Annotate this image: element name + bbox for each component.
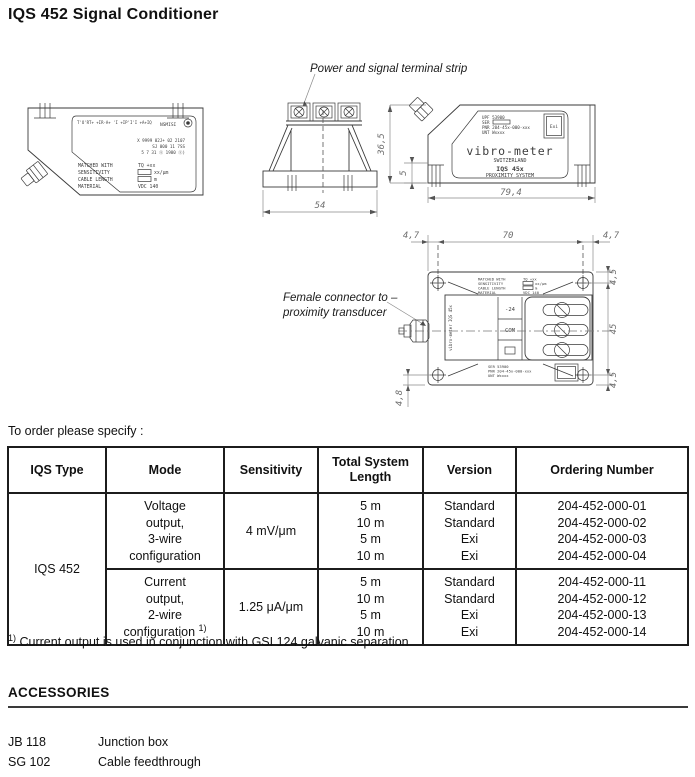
terminal-label-column [498,297,522,360]
dim-plan-bottom-left [395,369,432,407]
ordering-number-cell: 204-452-000-01 204-452-000-02 204-452-000-03 204-452-000-04 [516,493,688,569]
svg-text:36,5: 36,5 [377,133,387,155]
model-text: IQS 45x [496,165,524,173]
plan-spec-block [478,277,547,296]
svg-text:-24: -24 [505,307,515,313]
front-feet-ticks [288,175,352,191]
country-text: SWITZERLAND [493,158,527,164]
svg-text:5: 5 [399,170,409,176]
svg-text:UNT Wxxxx: UNT Wxxxx [488,373,509,378]
svg-text:SER: SER [482,120,490,125]
dim-plan-top [403,231,620,289]
top-view-drawing [20,100,215,205]
svg-text:MATCHED WITH: MATCHED WITH [78,164,113,169]
footnote-marker: 1) [198,622,207,633]
footnote-text: Current output is used in conjunction with GSI 124 galvanic separation [19,635,409,649]
sensitivity-cell: 4 mV/μm [224,493,318,569]
sensitivity-cell: 1.25 μA/μm [224,569,318,645]
connector-icon [408,96,433,121]
accessories-heading: ACCESSORIES [8,685,110,700]
table-header-row [8,447,688,493]
column-header-version: Version [423,447,516,493]
top-view-serial-2: SJ 000 11 7SS [152,144,185,149]
table-footnote [8,632,409,649]
length-cell: 5 m 10 m 5 m 10 m [318,493,423,569]
plan-side-text: vibro-meter IQS 45x [448,305,453,351]
accessories-rule [8,706,688,708]
svg-text:MATERIAL: MATERIAL [478,290,497,295]
top-view-serial-3: 5 7 31 Ⓢ 1980 Ⓢ) [141,150,185,155]
svg-text:4,5: 4,5 [609,268,619,286]
dim-side-flange [399,157,428,189]
mode-cell: Voltage output, 3-wire configuration [106,493,224,569]
svg-text:MATERIAL: MATERIAL [78,185,102,190]
svg-text:Exi: Exi [549,125,559,130]
top-view-spec-block [78,163,169,190]
svg-text:CABLE LENGTH: CABLE LENGTH [478,285,506,291]
accessory-code: SG 102 [8,755,51,769]
system-text: PROXIMITY SYSTEM [485,173,535,179]
svg-text:45: 45 [609,323,619,335]
svg-text:54: 54 [314,201,326,211]
mode-cell: Current output, 2-wire configuration $^{1)}$ [106,569,224,645]
order-instruction: To order please specify : [8,424,144,438]
dim-side-width [428,187,595,203]
svg-text:UNT Wxxxx: UNT Wxxxx [482,130,505,135]
svg-text:4,8: 4,8 [395,389,405,407]
svg-text:VDC 140: VDC 140 [138,185,159,190]
annotation-female-line2: proximity transducer [283,307,387,319]
column-header-total-system-length: Total System Length [318,447,423,493]
mount-ear-left [34,103,56,118]
version-cell: Standard Standard Exi Exi [423,493,516,569]
ordering-number-cell: 204-452-000-11 204-452-000-12 204-452-000-13 204-452-000-14 [516,569,688,645]
svg-text:4,7: 4,7 [402,231,420,241]
svg-text:PNR 204-45x-000-xxx: PNR 204-45x-000-xxx [482,125,530,130]
svg-text:70: 70 [502,231,514,241]
plan-view-drawing [280,225,695,435]
svg-text:MATCHED WITH: MATCHED WITH [478,276,506,282]
svg-text:TQ +xx: TQ +xx [138,164,156,169]
length-cell: 5 m 10 m 5 m 10 m [318,569,423,645]
svg-text:UPF 53900: UPF 53900 [482,115,505,120]
dim-plan-right [586,266,619,391]
column-header-mode: Mode [106,447,224,493]
brand-text: vibro-meter [466,144,554,158]
column-header-ordering-number: Ordering Number [516,447,688,493]
side-view-drawing [360,95,610,225]
svg-text:xx/μm: xx/μm [154,171,169,176]
svg-text:SER 53900: SER 53900 [488,364,509,369]
iqs-type-cell: IQS 452 [8,493,106,645]
table-group-voltage [8,493,688,569]
svg-text:m: m [154,178,157,183]
top-view-serial-1: X 9999 02J+ 02 2107 [137,138,185,143]
side-label-info [482,115,530,135]
svg-text:COM: COM [505,328,515,334]
accessory-name: Junction box [98,735,169,749]
accessory-name: Cable feedthrough [98,755,201,769]
accessory-row-jb118 [8,735,168,749]
cert-box [544,114,564,138]
terminal-strip [288,103,360,121]
ordering-table [7,446,689,646]
technical-drawings-section [0,55,695,430]
connector-icon [19,161,48,188]
svg-text:xx/μm: xx/μm [535,281,547,286]
svg-text:TQ +xx: TQ +xx [523,276,537,282]
svg-text:PNR 204-45x-000-xxx: PNR 204-45x-000-xxx [488,368,532,374]
page-title: IQS 452 Signal Conditioner [8,6,219,23]
version-cell: Standard Standard Exi Exi [423,569,516,645]
svg-text:79,4: 79,4 [500,188,522,198]
svg-text:4,7: 4,7 [602,231,620,241]
top-view-header-right: NSMISI [160,123,177,128]
column-header-iqs-type: IQS Type [8,447,106,493]
svg-text:VDC 140: VDC 140 [523,290,540,295]
top-view-header-text: T'O'RT+ +IR-A+ 'I +IP'I'I +A+IQ [77,120,152,125]
terminal-block [525,297,590,360]
svg-text:SENSITIVITY: SENSITIVITY [78,171,110,176]
footnote-marker: 1) [8,632,17,643]
accessory-row-sg102 [8,755,201,769]
accessory-code: JB 118 [8,735,46,749]
svg-text:SENSITIVITY: SENSITIVITY [478,281,504,286]
svg-text:CABLE LENGTH: CABLE LENGTH [78,178,113,183]
annotation-terminal-strip: Power and signal terminal strip [310,63,468,75]
svg-text:4,5: 4,5 [609,371,619,389]
column-header-sensitivity: Sensitivity [224,447,318,493]
svg-text:m: m [535,285,538,291]
table-group-current [8,569,688,645]
annotation-female-line1: Female connector to – [283,292,398,304]
